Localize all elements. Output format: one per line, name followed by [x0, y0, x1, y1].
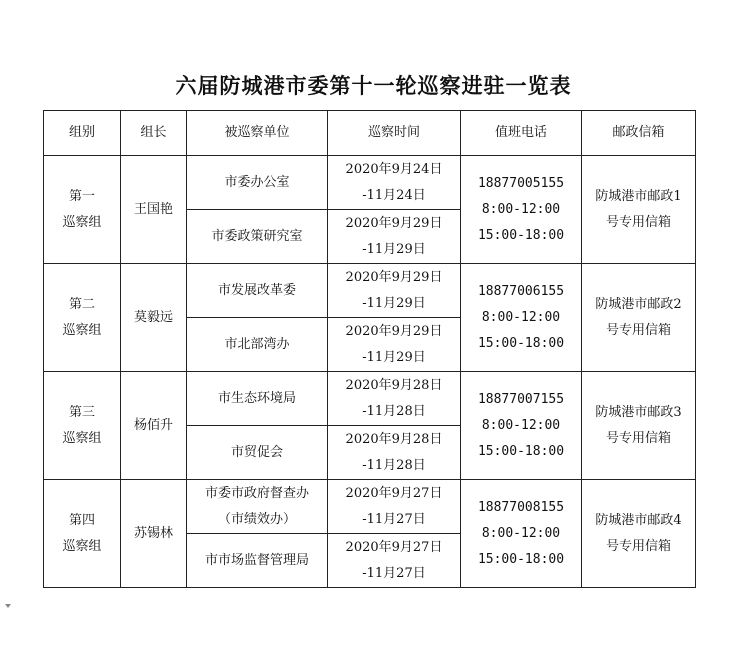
mailbox-line2: 号专用信箱	[605, 430, 671, 446]
unit-cell	[187, 210, 328, 264]
group-name-line1: 第二	[68, 296, 95, 312]
inspection-schedule-table	[43, 110, 696, 588]
group-name-cell	[44, 264, 121, 372]
time-start: 2020年9月28日	[345, 377, 443, 393]
unit-name-line1: 市委政策研究室	[211, 228, 303, 244]
time-end: -11月27日	[362, 511, 426, 527]
mailbox-line1: 防城港市邮政1	[595, 188, 682, 204]
time-cell	[328, 426, 461, 480]
mailbox-line1: 防城港市邮政3	[595, 404, 682, 420]
time-cell	[328, 372, 461, 426]
time-end: -11月29日	[362, 349, 426, 365]
mailbox-line1: 防城港市邮政4	[595, 512, 682, 528]
page-title: 六届防城港市委第十一轮巡察进驻一览表	[175, 73, 572, 98]
mailbox-line2: 号专用信箱	[605, 538, 671, 554]
time-cell	[328, 480, 461, 534]
table-row	[44, 372, 696, 426]
group-name-line1: 第三	[68, 404, 95, 420]
phone-number: 18877006155	[477, 283, 565, 299]
phone-cell	[461, 156, 582, 264]
mailbox-line2: 号专用信箱	[605, 214, 671, 230]
group-name-line1: 第四	[68, 512, 95, 528]
mailbox-cell	[582, 156, 696, 264]
header-unit: 被巡察单位	[187, 111, 328, 156]
time-cell	[328, 210, 461, 264]
unit-name-line1: 市市场监督管理局	[204, 552, 309, 568]
time-end: -11月27日	[362, 565, 426, 581]
table-row	[44, 264, 696, 318]
header-mailbox: 邮政信箱	[582, 111, 696, 156]
mailbox-line2: 号专用信箱	[605, 322, 671, 338]
group-name-cell	[44, 372, 121, 480]
unit-cell	[187, 156, 328, 210]
group-name-line2: 巡察组	[62, 538, 102, 554]
duty-hours-am: 8:00-12:00	[481, 525, 561, 541]
unit-name-line1: 市贸促会	[230, 444, 283, 460]
unit-cell	[187, 534, 328, 588]
mailbox-cell	[582, 372, 696, 480]
phone-cell	[461, 372, 582, 480]
header-row	[44, 111, 696, 156]
unit-cell	[187, 264, 328, 318]
time-start: 2020年9月27日	[345, 539, 443, 555]
unit-cell	[187, 372, 328, 426]
time-start: 2020年9月27日	[345, 485, 443, 501]
group-name-line2: 巡察组	[62, 214, 102, 230]
duty-hours-pm: 15:00-18:00	[477, 335, 565, 351]
mailbox-line1: 防城港市邮政2	[595, 296, 682, 312]
time-cell	[328, 156, 461, 210]
unit-cell	[187, 426, 328, 480]
leader-cell: 苏锡林	[121, 480, 187, 588]
header-group: 组别	[44, 111, 121, 156]
group-name-line2: 巡察组	[62, 322, 102, 338]
table-row	[44, 480, 696, 534]
unit-name-line1: 市生态环境局	[217, 390, 296, 406]
time-end: -11月28日	[362, 457, 426, 473]
unit-cell	[187, 318, 328, 372]
duty-hours-pm: 15:00-18:00	[477, 443, 565, 459]
duty-hours-pm: 15:00-18:00	[477, 227, 565, 243]
group-name-cell	[44, 480, 121, 588]
unit-name-line1: 市北部湾办	[224, 336, 290, 352]
unit-name-line2: （市绩效办）	[217, 511, 296, 527]
phone-number: 18877007155	[477, 391, 565, 407]
unit-name-line1: 市委市政府督查办	[204, 485, 309, 501]
group-name-line1: 第一	[68, 188, 95, 204]
header-phone: 值班电话	[461, 111, 582, 156]
table-row	[44, 156, 696, 210]
corner-marker-icon	[5, 604, 11, 608]
time-cell	[328, 534, 461, 588]
unit-cell	[187, 480, 328, 534]
time-cell	[328, 318, 461, 372]
time-end: -11月29日	[362, 295, 426, 311]
leader-cell: 王国艳	[121, 156, 187, 264]
time-start: 2020年9月29日	[345, 215, 443, 231]
unit-name-line1: 市发展改革委	[217, 282, 296, 298]
header-leader: 组长	[121, 111, 187, 156]
phone-number: 18877008155	[477, 499, 565, 515]
leader-cell: 莫毅远	[121, 264, 187, 372]
time-start: 2020年9月29日	[345, 323, 443, 339]
duty-hours-am: 8:00-12:00	[481, 201, 561, 217]
phone-number: 18877005155	[477, 175, 565, 191]
group-name-cell	[44, 156, 121, 264]
time-start: 2020年9月29日	[345, 269, 443, 285]
header-time: 巡察时间	[328, 111, 461, 156]
time-start: 2020年9月28日	[345, 431, 443, 447]
phone-cell	[461, 264, 582, 372]
time-end: -11月24日	[362, 187, 426, 203]
mailbox-cell	[582, 480, 696, 588]
leader-cell: 杨佰升	[121, 372, 187, 480]
time-end: -11月28日	[362, 403, 426, 419]
duty-hours-am: 8:00-12:00	[481, 417, 561, 433]
time-end: -11月29日	[362, 241, 426, 257]
phone-cell	[461, 480, 582, 588]
duty-hours-pm: 15:00-18:00	[477, 551, 565, 567]
unit-name-line1: 市委办公室	[224, 174, 290, 190]
time-start: 2020年9月24日	[345, 161, 443, 177]
group-name-line2: 巡察组	[62, 430, 102, 446]
mailbox-cell	[582, 264, 696, 372]
time-cell	[328, 264, 461, 318]
duty-hours-am: 8:00-12:00	[481, 309, 561, 325]
